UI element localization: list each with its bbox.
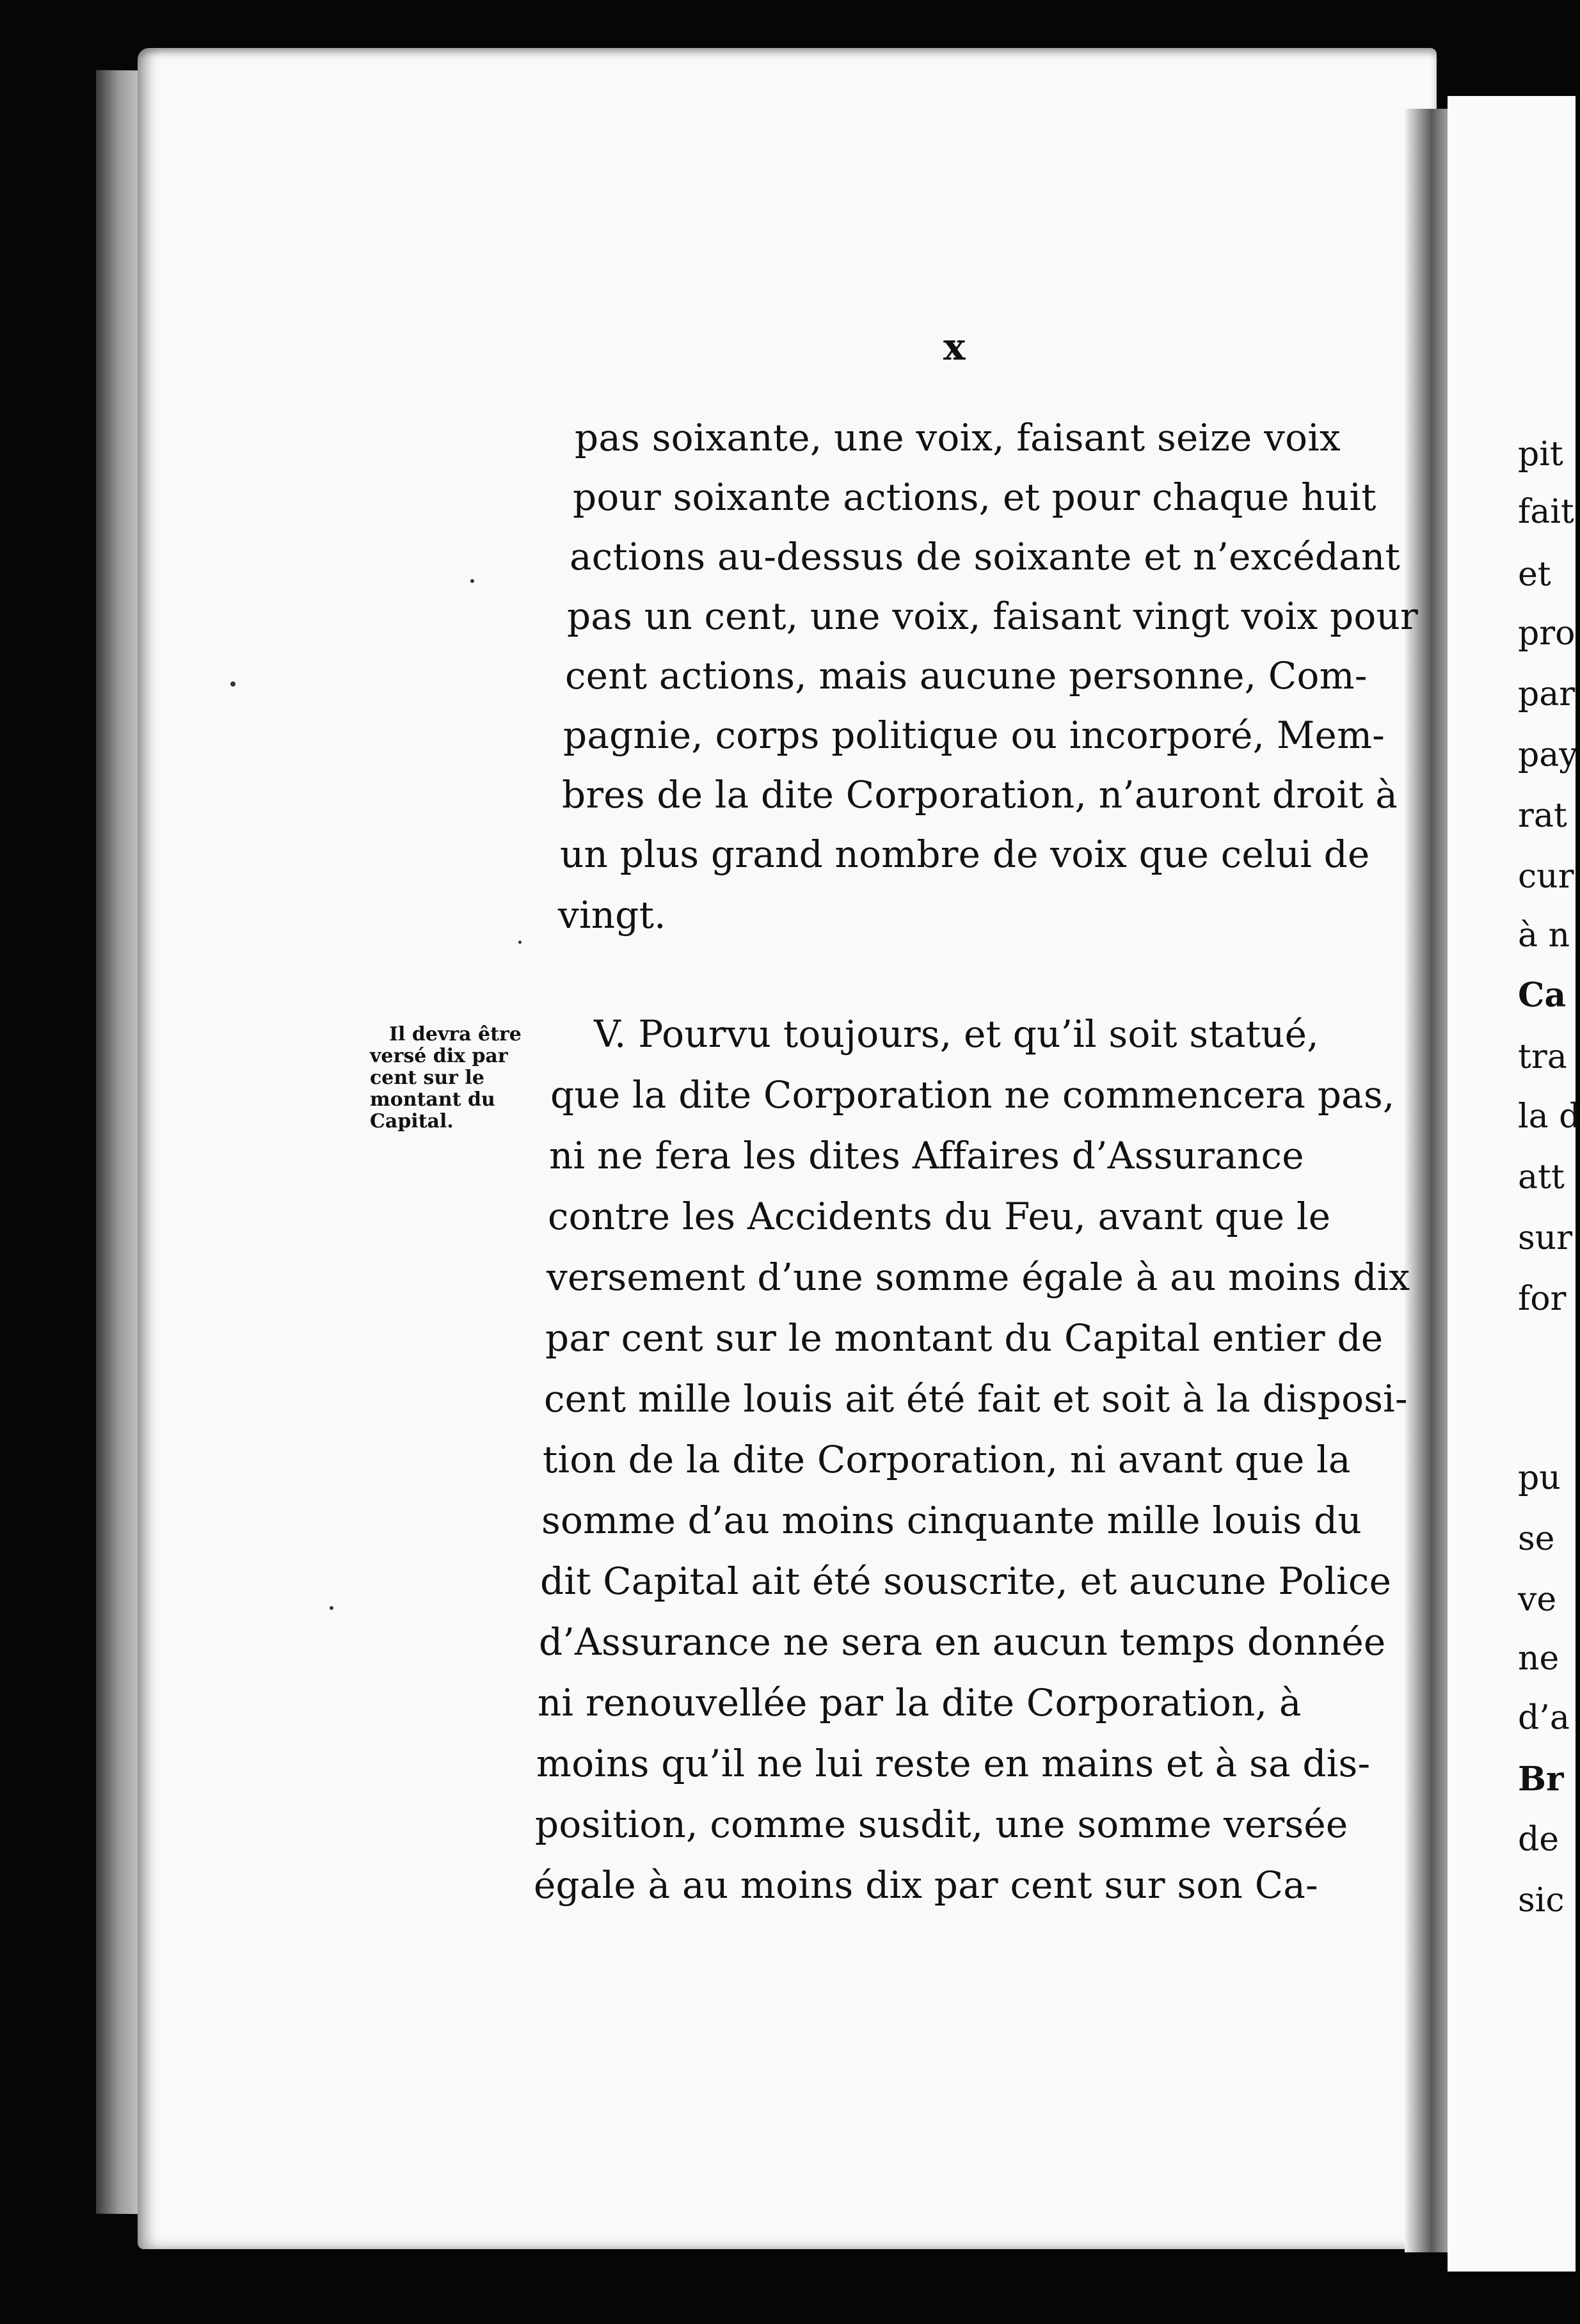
margin-note-line: versé dix par bbox=[370, 1045, 508, 1067]
text-line: par cent sur le montant du Capital entier de bbox=[545, 1316, 1384, 1360]
facing-fragment: sur bbox=[1518, 1219, 1573, 1257]
facing-fragment: et bbox=[1518, 555, 1551, 594]
facing-fragment: rat bbox=[1518, 797, 1567, 835]
margin-note-line: Capital. bbox=[370, 1110, 454, 1133]
paper-speck bbox=[230, 681, 235, 687]
facing-fragment: sic bbox=[1518, 1881, 1565, 1920]
text-line: pagnie, corps politique ou incorporé, Mem- bbox=[563, 713, 1385, 757]
facing-fragment: pit bbox=[1518, 435, 1563, 474]
margin-note-line: Il devra être bbox=[389, 1023, 522, 1046]
text-line: moins qu’il ne lui reste en mains et à sa dis- bbox=[536, 1742, 1371, 1785]
facing-fragment: à n bbox=[1518, 916, 1570, 955]
margin-note-line: montant du bbox=[370, 1088, 495, 1111]
facing-fragment: Br bbox=[1518, 1760, 1564, 1799]
facing-fragment: pro bbox=[1518, 614, 1576, 653]
text-line: tion de la dite Corporation, ni avant que la bbox=[543, 1438, 1351, 1481]
text-line: pour soixante actions, et pour chaque huit bbox=[573, 475, 1377, 519]
text-line: égale à au moins dix par cent sur son Ca- bbox=[534, 1863, 1318, 1907]
facing-fragment: att bbox=[1518, 1158, 1565, 1197]
facing-fragment: ne bbox=[1518, 1639, 1560, 1678]
facing-fragment: pu bbox=[1518, 1459, 1561, 1497]
text-line: versement d’une somme égale à au moins dix bbox=[547, 1255, 1410, 1299]
text-line: cent mille louis ait été fait et soit à la disposi- bbox=[544, 1377, 1408, 1421]
facing-fragment: la d bbox=[1518, 1097, 1580, 1136]
facing-fragment: se bbox=[1518, 1520, 1555, 1558]
text-line: position, comme susdit, une somme versée bbox=[535, 1803, 1348, 1846]
facing-fragment: de bbox=[1518, 1820, 1560, 1859]
facing-fragment: Ca bbox=[1518, 976, 1567, 1015]
text-line: un plus grand nombre de voix que celui de bbox=[560, 832, 1370, 876]
facing-fragment: d’a bbox=[1518, 1699, 1570, 1737]
paper-speck bbox=[470, 579, 474, 583]
text-line: dit Capital ait été souscrite, et aucune Police bbox=[540, 1559, 1392, 1603]
text-line: V. Pourvu toujours, et qu’il soit statué, bbox=[594, 1012, 1319, 1056]
facing-fragment: fait bbox=[1518, 493, 1574, 531]
margin-note bbox=[370, 1024, 522, 1133]
paper-speck bbox=[518, 941, 522, 944]
page-number: x bbox=[943, 325, 966, 369]
text-line: cent actions, mais aucune personne, Com- bbox=[565, 654, 1368, 697]
book-gutter bbox=[1405, 109, 1449, 2252]
text-line: ni renouvellée par la dite Corporation, à bbox=[538, 1681, 1302, 1724]
text-line: que la dite Corporation ne commencera pas, bbox=[550, 1073, 1395, 1117]
facing-fragment: par bbox=[1518, 675, 1576, 713]
text-line: bres de la dite Corporation, n’auront droit à bbox=[562, 773, 1398, 816]
text-line: vingt. bbox=[558, 893, 666, 937]
text-line: d’Assurance ne sera en aucun temps donnée bbox=[539, 1620, 1386, 1664]
text-line: contre les Accidents du Feu, avant que le bbox=[548, 1195, 1331, 1238]
facing-fragment: for bbox=[1518, 1280, 1567, 1318]
facing-fragment: pay bbox=[1518, 736, 1578, 774]
paper-speck bbox=[330, 1606, 333, 1610]
text-line: actions au-dessus de soixante et n’excédant bbox=[570, 535, 1400, 578]
text-line: ni ne fera les dites Affaires d’Assurance bbox=[549, 1134, 1304, 1177]
text-line: somme d’au moins cinquante mille louis du bbox=[541, 1499, 1362, 1542]
text-line: pas soixante, une voix, faisant seize voix bbox=[575, 416, 1341, 459]
facing-fragment: tra bbox=[1518, 1038, 1567, 1076]
facing-fragment: cur bbox=[1518, 857, 1574, 896]
facing-fragment: ve bbox=[1518, 1580, 1557, 1619]
margin-note-line: cent sur le bbox=[370, 1067, 484, 1089]
text-line: pas un cent, une voix, faisant vingt voix pour bbox=[567, 594, 1418, 638]
